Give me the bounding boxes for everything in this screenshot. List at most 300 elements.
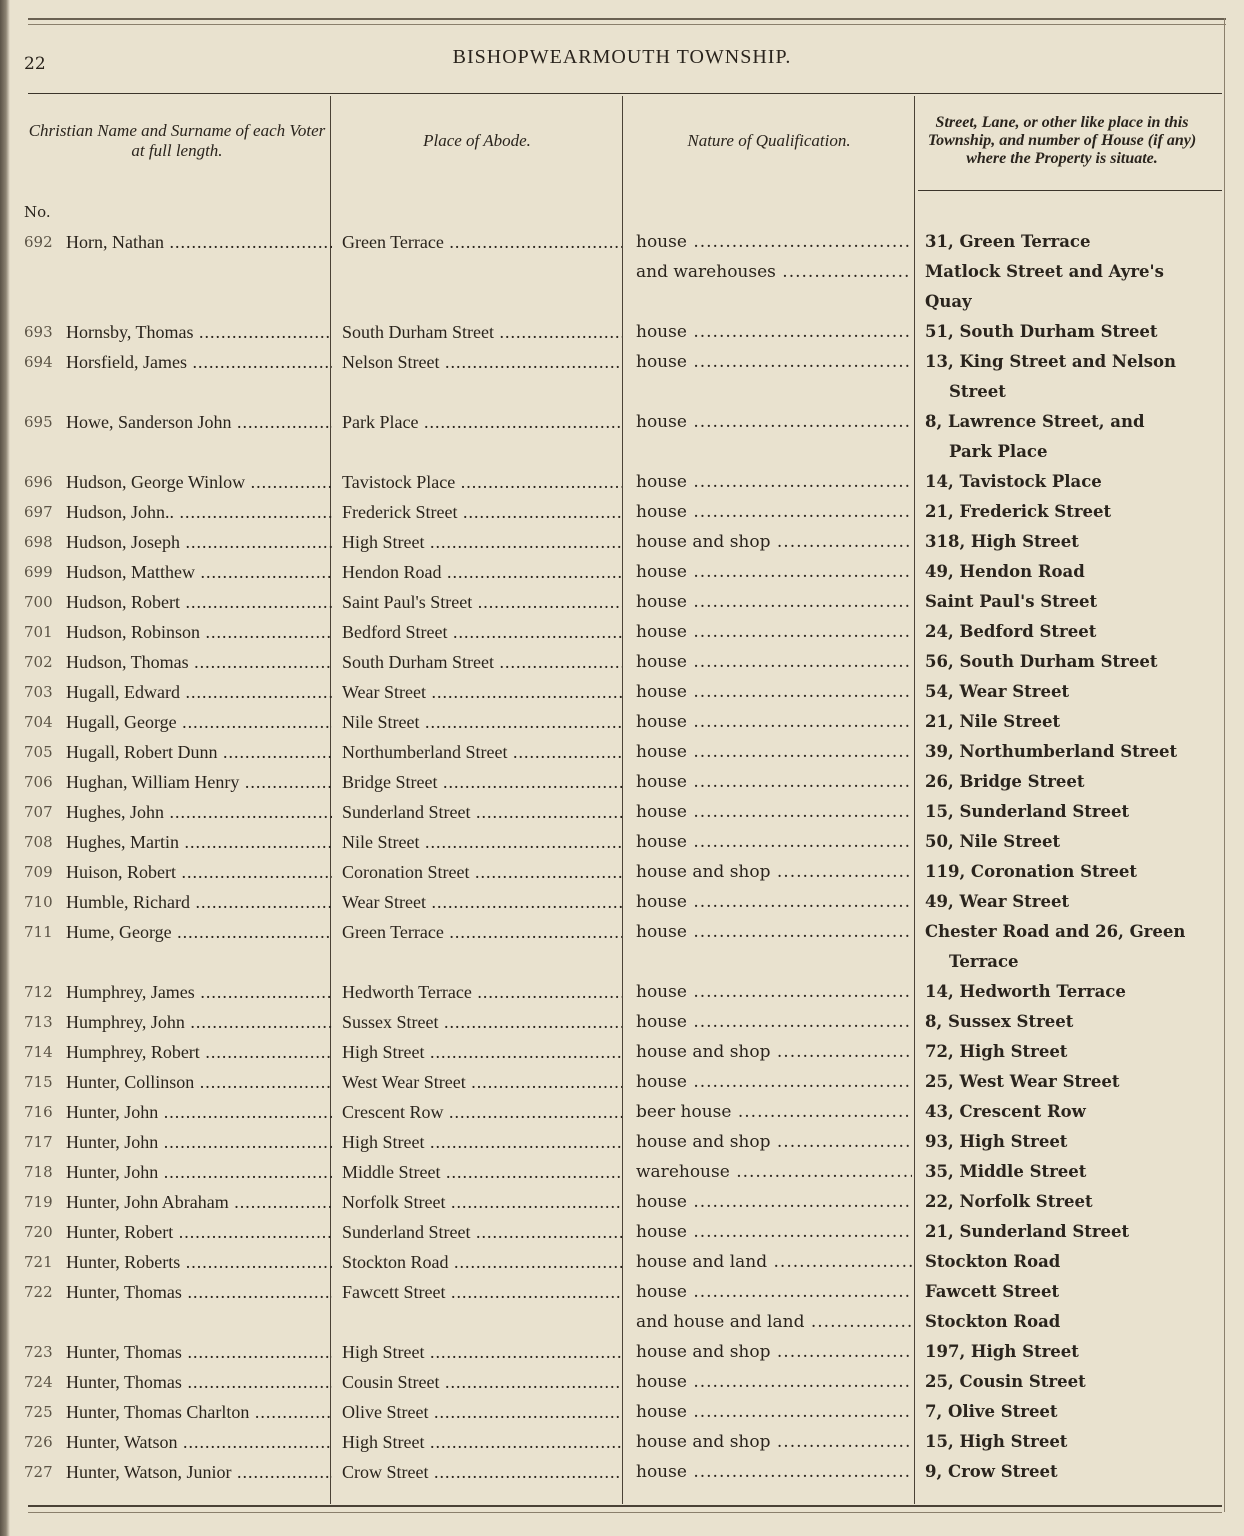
number-label: No. xyxy=(24,203,51,221)
qualification xyxy=(636,527,912,557)
voter-name-text: Hugall, Edward xyxy=(66,682,180,702)
property-location xyxy=(925,1307,1225,1337)
property-location xyxy=(925,557,1225,587)
property-location-text: 15, High Street xyxy=(925,1432,1068,1451)
voter-number-text: 695 xyxy=(24,413,53,431)
table-row xyxy=(0,497,1244,527)
place-of-abode xyxy=(342,1247,622,1277)
property-location-text: 15, Sunderland Street xyxy=(925,802,1130,821)
voter-number-text: 706 xyxy=(24,773,53,791)
qualification xyxy=(636,677,912,707)
qualification-text: house xyxy=(636,922,687,942)
qualification-text: warehouse xyxy=(636,1162,730,1182)
place-of-abode-text: High Street xyxy=(342,1432,425,1452)
voter-number xyxy=(24,527,66,557)
voter-number-text: 696 xyxy=(24,473,53,491)
voter-number-text: 712 xyxy=(24,983,53,1001)
table-row-line xyxy=(0,347,1244,377)
property-location-text: 24, Bedford Street xyxy=(925,622,1097,641)
voter-number xyxy=(24,347,66,377)
qualification xyxy=(636,1277,912,1307)
table-row xyxy=(0,1247,1244,1277)
table-row-line xyxy=(0,587,1244,617)
voter-name-text: Hunter, Watson, Junior xyxy=(66,1462,232,1482)
property-location xyxy=(925,1457,1225,1487)
table-row-line xyxy=(0,1337,1244,1367)
place-of-abode-text: Nelson Street xyxy=(342,352,440,372)
qualification-text: house xyxy=(636,1012,687,1032)
voter-name xyxy=(66,1067,332,1097)
voter-name-text: Hunter, Collinson xyxy=(66,1072,195,1092)
voter-name-text: Hunter, Thomas xyxy=(66,1282,182,1302)
table-row xyxy=(0,887,1244,917)
qualification xyxy=(636,1157,912,1187)
table-row xyxy=(0,917,1244,977)
voter-number-text: 710 xyxy=(24,893,53,911)
place-of-abode-text: West Wear Street xyxy=(342,1072,466,1092)
place-of-abode xyxy=(342,707,622,737)
property-location-text: 22, Norfolk Street xyxy=(925,1192,1093,1211)
table-row-line xyxy=(0,1097,1244,1127)
property-location xyxy=(925,887,1225,917)
place-of-abode xyxy=(342,1097,622,1127)
property-location xyxy=(925,497,1225,527)
table-row xyxy=(0,1457,1244,1487)
voter-number xyxy=(24,227,66,257)
voter-name xyxy=(66,857,332,887)
property-location xyxy=(925,407,1225,437)
voter-number-text: 711 xyxy=(24,923,53,941)
table-row-line xyxy=(0,917,1244,947)
table-row-line xyxy=(0,1277,1244,1307)
voter-number xyxy=(24,1457,66,1487)
property-location-text: 13, King Street and Nelson xyxy=(925,352,1177,371)
property-location xyxy=(925,947,1244,977)
table-row-line xyxy=(0,1367,1244,1397)
place-of-abode xyxy=(342,1127,622,1157)
qualification-text: house xyxy=(636,562,687,582)
voter-number-text: 720 xyxy=(24,1223,53,1241)
voter-name-text: Humble, Richard xyxy=(66,892,190,912)
property-location-text: 54, Wear Street xyxy=(925,682,1070,701)
column-header-abode: Place of Abode. xyxy=(423,131,531,151)
voter-name xyxy=(66,1217,332,1247)
table-row xyxy=(0,977,1244,1007)
property-location-text: 50, Nile Street xyxy=(925,832,1061,851)
place-of-abode xyxy=(342,1457,622,1487)
qualification xyxy=(636,557,912,587)
table-row-line xyxy=(0,737,1244,767)
property-location xyxy=(925,1397,1225,1427)
place-of-abode xyxy=(342,1397,622,1427)
place-of-abode xyxy=(342,1337,622,1367)
voter-name xyxy=(66,827,332,857)
property-location xyxy=(925,647,1225,677)
place-of-abode-text: Wear Street xyxy=(342,682,427,702)
property-location-text: 119, Coronation Street xyxy=(925,862,1137,881)
table-row xyxy=(0,227,1244,317)
property-location xyxy=(925,1217,1225,1247)
voter-name xyxy=(66,707,332,737)
table-row-line xyxy=(0,1217,1244,1247)
property-location xyxy=(925,587,1225,617)
property-location xyxy=(925,767,1225,797)
voter-name xyxy=(66,617,332,647)
table-row xyxy=(0,1277,1244,1337)
property-location xyxy=(925,1037,1225,1067)
place-of-abode xyxy=(342,1037,622,1067)
table-row-line xyxy=(0,1157,1244,1187)
qualification xyxy=(636,977,912,1007)
voter-name-text: Hunter, Thomas Charlton xyxy=(66,1402,250,1422)
place-of-abode xyxy=(342,497,622,527)
property-location-text: 72, High Street xyxy=(925,1042,1068,1061)
place-of-abode xyxy=(342,827,622,857)
property-location xyxy=(925,1337,1225,1367)
voter-number-text: 708 xyxy=(24,833,53,851)
property-location xyxy=(925,1067,1225,1097)
property-location xyxy=(925,827,1225,857)
table-row xyxy=(0,1367,1244,1397)
qualification xyxy=(636,317,912,347)
voter-number xyxy=(24,497,66,527)
property-location xyxy=(925,1367,1225,1397)
property-location-text: 31, Green Terrace xyxy=(925,232,1091,251)
qualification xyxy=(636,767,912,797)
place-of-abode xyxy=(342,1367,622,1397)
voter-number-text: 709 xyxy=(24,863,53,881)
property-location xyxy=(925,707,1225,737)
voter-name xyxy=(66,767,332,797)
voter-name xyxy=(66,917,332,947)
property-location xyxy=(925,1247,1225,1277)
top-rule-thin xyxy=(28,24,1226,25)
qualification-text: house xyxy=(636,1222,687,1242)
voter-name xyxy=(66,317,332,347)
table-row-line xyxy=(0,1397,1244,1427)
voter-number-text: 725 xyxy=(24,1403,53,1421)
voter-number-text: 698 xyxy=(24,533,53,551)
qualification xyxy=(636,707,912,737)
property-location xyxy=(925,257,1225,287)
qualification-text: house xyxy=(636,652,687,672)
table-row xyxy=(0,677,1244,707)
voter-name-text: Humphrey, Robert xyxy=(66,1042,200,1062)
table-row-line xyxy=(0,1427,1244,1457)
property-location-text: 35, Middle Street xyxy=(925,1162,1087,1181)
voter-name xyxy=(66,1127,332,1157)
qualification-text: house xyxy=(636,832,687,852)
place-of-abode-text: Olive Street xyxy=(342,1402,429,1422)
qualification xyxy=(636,1367,912,1397)
table-row-line xyxy=(0,257,1244,287)
place-of-abode-text: Crescent Row xyxy=(342,1102,444,1122)
place-of-abode-text: Nile Street xyxy=(342,832,420,852)
table-row xyxy=(0,797,1244,827)
voter-number xyxy=(24,797,66,827)
property-location xyxy=(925,287,1225,317)
voter-number-text: 724 xyxy=(24,1373,53,1391)
place-of-abode-text: Park Place xyxy=(342,412,419,432)
qualification xyxy=(636,257,912,287)
property-location xyxy=(925,1097,1225,1127)
voter-name-text: Horsfield, James xyxy=(66,352,187,372)
property-location xyxy=(925,527,1225,557)
voter-name-text: Hudson, Robert xyxy=(66,592,180,612)
voter-number xyxy=(24,617,66,647)
voter-number-text: 692 xyxy=(24,233,53,251)
property-location-text: Stockton Road xyxy=(925,1252,1061,1271)
voter-number xyxy=(24,677,66,707)
place-of-abode xyxy=(342,587,622,617)
place-of-abode-text: High Street xyxy=(342,1042,425,1062)
place-of-abode-text: Hedworth Terrace xyxy=(342,982,472,1002)
table-row xyxy=(0,1217,1244,1247)
voter-number xyxy=(24,1067,66,1097)
voter-number xyxy=(24,1397,66,1427)
place-of-abode xyxy=(342,737,622,767)
place-of-abode xyxy=(342,977,622,1007)
qualification xyxy=(636,1127,912,1157)
voter-name xyxy=(66,1337,332,1367)
voter-number xyxy=(24,557,66,587)
table-row-line xyxy=(0,227,1244,257)
property-location-text: 21, Sunderland Street xyxy=(925,1222,1130,1241)
property-location xyxy=(925,917,1225,947)
property-location xyxy=(925,377,1244,407)
voter-number-text: 717 xyxy=(24,1133,53,1151)
voter-number-text: 707 xyxy=(24,803,53,821)
place-of-abode-text: Cousin Street xyxy=(342,1372,440,1392)
voter-name xyxy=(66,797,332,827)
voter-number-text: 693 xyxy=(24,323,53,341)
qualification xyxy=(636,1337,912,1367)
voter-number xyxy=(24,857,66,887)
column-header-qualification: Nature of Qualification. xyxy=(687,131,851,151)
table-row-line xyxy=(0,287,1244,317)
voter-name xyxy=(66,1247,332,1277)
place-of-abode xyxy=(342,857,622,887)
property-location xyxy=(925,677,1225,707)
table-row-line xyxy=(0,407,1244,437)
qualification-text: house xyxy=(636,1402,687,1422)
voter-number-text: 703 xyxy=(24,683,53,701)
voter-name-text: Hudson, Robinson xyxy=(66,622,201,642)
qualification-text: house xyxy=(636,352,687,372)
place-of-abode-text: South Durham Street xyxy=(342,652,494,672)
voter-number xyxy=(24,1007,66,1037)
table-row-line xyxy=(0,947,1244,977)
table-row-line xyxy=(0,1307,1244,1337)
voter-number-text: 694 xyxy=(24,353,53,371)
qualification xyxy=(636,827,912,857)
voter-name-text: Horn, Nathan xyxy=(66,232,164,252)
qualification xyxy=(636,1007,912,1037)
place-of-abode-text: Northumberland Street xyxy=(342,742,508,762)
place-of-abode xyxy=(342,617,622,647)
table-row-line xyxy=(0,1007,1244,1037)
voter-name xyxy=(66,1367,332,1397)
top-rule xyxy=(28,18,1226,20)
property-location-text: 26, Bridge Street xyxy=(925,772,1085,791)
voter-name xyxy=(66,1457,332,1487)
voter-name xyxy=(66,557,332,587)
page-title: BISHOPWEARMOUTH TOWNSHIP. xyxy=(452,46,792,68)
voter-name xyxy=(66,407,332,437)
table-row xyxy=(0,857,1244,887)
place-of-abode xyxy=(342,647,622,677)
bottom-rule xyxy=(28,1505,1222,1507)
voter-name xyxy=(66,1007,332,1037)
voter-number xyxy=(24,1247,66,1277)
property-location-text: Fawcett Street xyxy=(925,1282,1060,1301)
qualification xyxy=(636,347,912,377)
qualification-text: house xyxy=(636,742,687,762)
table-row xyxy=(0,317,1244,347)
qualification xyxy=(636,1037,912,1067)
table-row-line xyxy=(0,887,1244,917)
voter-number xyxy=(24,1187,66,1217)
qualification-text: house xyxy=(636,1372,687,1392)
place-of-abode xyxy=(342,407,622,437)
voter-number-text: 697 xyxy=(24,503,53,521)
voter-name xyxy=(66,587,332,617)
table-row-line xyxy=(0,437,1244,467)
voter-number-text: 701 xyxy=(24,623,53,641)
voter-name xyxy=(66,1397,332,1427)
qualification xyxy=(636,797,912,827)
table-row xyxy=(0,1037,1244,1067)
voter-number-text: 699 xyxy=(24,563,53,581)
place-of-abode-text: Bedford Street xyxy=(342,622,448,642)
qualification-text: house xyxy=(636,622,687,642)
property-location xyxy=(925,1277,1225,1307)
voter-name xyxy=(66,977,332,1007)
place-of-abode-text: Sussex Street xyxy=(342,1012,439,1032)
table-row-line xyxy=(0,377,1244,407)
voter-name-text: Hudson, John.. xyxy=(66,502,175,522)
place-of-abode-text: High Street xyxy=(342,1132,425,1152)
voter-name xyxy=(66,497,332,527)
table-row-line xyxy=(0,1187,1244,1217)
table-row-line xyxy=(0,827,1244,857)
property-location-text: Chester Road and 26, Green xyxy=(925,922,1186,941)
property-location-text: Quay xyxy=(925,292,972,311)
table-row xyxy=(0,347,1244,407)
voter-number xyxy=(24,647,66,677)
voter-number xyxy=(24,407,66,437)
table-row xyxy=(0,1097,1244,1127)
voter-name xyxy=(66,527,332,557)
voter-name-text: Hunter, Roberts xyxy=(66,1252,181,1272)
voter-number-text: 714 xyxy=(24,1043,53,1061)
table-row xyxy=(0,1007,1244,1037)
table-row xyxy=(0,407,1244,467)
table-row xyxy=(0,767,1244,797)
voter-name xyxy=(66,467,332,497)
voter-name-text: Hunter, Thomas xyxy=(66,1372,182,1392)
voter-name xyxy=(66,887,332,917)
table-row xyxy=(0,617,1244,647)
voter-number xyxy=(24,317,66,347)
voter-number-text: 713 xyxy=(24,1013,53,1031)
table-row xyxy=(0,1427,1244,1457)
qualification xyxy=(636,1067,912,1097)
table-row-line xyxy=(0,317,1244,347)
qualification-text: house xyxy=(636,592,687,612)
table-row xyxy=(0,587,1244,617)
qualification-text: and house and land xyxy=(636,1312,805,1332)
property-location-text: 14, Hedworth Terrace xyxy=(925,982,1126,1001)
voter-number xyxy=(24,587,66,617)
voter-name-text: Humphrey, John xyxy=(66,1012,185,1032)
voter-name xyxy=(66,677,332,707)
place-of-abode-text: Norfolk Street xyxy=(342,1192,446,1212)
table-row xyxy=(0,1127,1244,1157)
voter-number-text: 726 xyxy=(24,1433,53,1451)
qualification-text: house xyxy=(636,682,687,702)
qualification-text: house and shop xyxy=(636,532,771,552)
qualification xyxy=(636,1397,912,1427)
voter-name-text: Huison, Robert xyxy=(66,862,176,882)
place-of-abode xyxy=(342,677,622,707)
qualification-text: house xyxy=(636,502,687,522)
property-location-text: Matlock Street and Ayre's xyxy=(925,262,1164,281)
qualification-text: house and land xyxy=(636,1252,768,1272)
property-location-text: 8, Sussex Street xyxy=(925,1012,1074,1031)
table-row xyxy=(0,827,1244,857)
qualification xyxy=(636,227,912,257)
property-location-text: 318, High Street xyxy=(925,532,1079,551)
place-of-abode xyxy=(342,527,622,557)
table-row xyxy=(0,527,1244,557)
qualification xyxy=(636,647,912,677)
qualification xyxy=(636,587,912,617)
place-of-abode-text: Sunderland Street xyxy=(342,802,471,822)
header-bottom-rule xyxy=(918,190,1222,191)
qualification xyxy=(636,407,912,437)
place-of-abode xyxy=(342,1157,622,1187)
voter-name-text: Hunter, Watson xyxy=(66,1432,178,1452)
table-row-line xyxy=(0,797,1244,827)
property-location-text: 56, South Durham Street xyxy=(925,652,1158,671)
table-row-line xyxy=(0,557,1244,587)
voter-name xyxy=(66,1277,332,1307)
place-of-abode xyxy=(342,467,622,497)
voter-number-text: 719 xyxy=(24,1193,53,1211)
voter-number-text: 705 xyxy=(24,743,53,761)
place-of-abode-text: Middle Street xyxy=(342,1162,441,1182)
voter-name-text: Hunter, John xyxy=(66,1132,159,1152)
voter-number-text: 715 xyxy=(24,1073,53,1091)
qualification xyxy=(636,1097,912,1127)
place-of-abode-text: Saint Paul's Street xyxy=(342,592,473,612)
property-location xyxy=(925,737,1225,767)
place-of-abode-text: Hendon Road xyxy=(342,562,442,582)
qualification-text: house and shop xyxy=(636,1042,771,1062)
voter-name-text: Hornsby, Thomas xyxy=(66,322,194,342)
property-location-text: 93, High Street xyxy=(925,1132,1068,1151)
property-location-text: 39, Northumberland Street xyxy=(925,742,1178,761)
voter-number-text: 702 xyxy=(24,653,53,671)
place-of-abode-text: High Street xyxy=(342,532,425,552)
property-location xyxy=(925,857,1225,887)
property-location xyxy=(925,1187,1225,1217)
table-row xyxy=(0,1187,1244,1217)
place-of-abode xyxy=(342,887,622,917)
voter-name-text: Hugall, George xyxy=(66,712,177,732)
property-location-text: Saint Paul's Street xyxy=(925,592,1098,611)
